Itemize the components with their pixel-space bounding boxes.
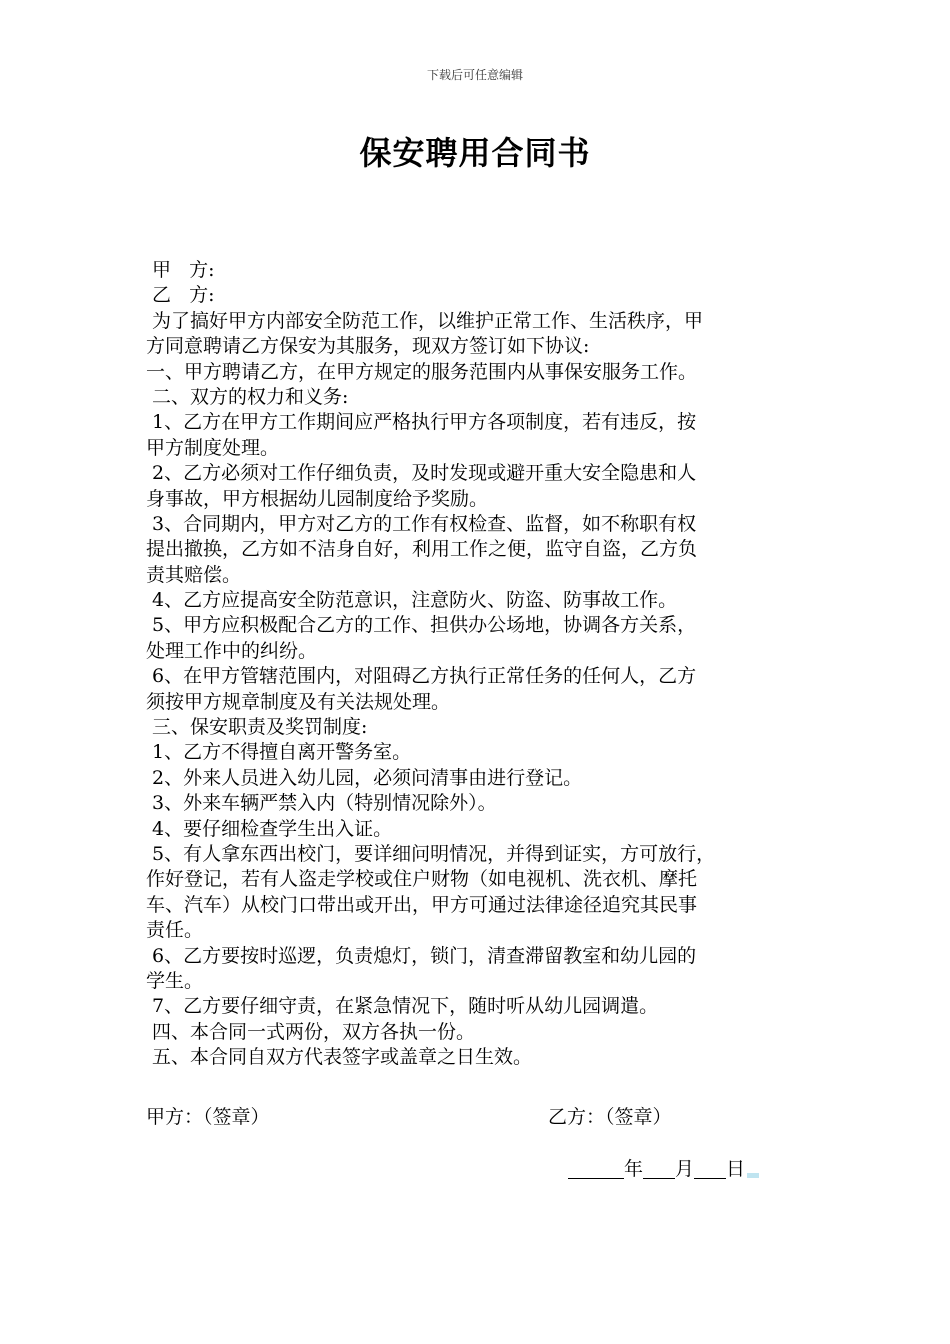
- body-line: 须按甲方规章制度及有关法规处理。: [146, 690, 451, 713]
- document-title: 保安聘用合同书: [359, 134, 591, 172]
- body-line: 1、乙方在甲方工作期间应严格执行甲方各项制度，若有违反，按: [146, 411, 697, 434]
- body-line: 2、乙方必须对工作仔细负责，及时发现或避开重大安全隐患和人: [146, 462, 697, 485]
- body-line: 1、乙方不得擅自离开警务室。: [146, 741, 412, 764]
- day-label: 日: [726, 1158, 746, 1180]
- body-line: 6、在甲方管辖范围内，对阻碍乙方执行正常任务的任何人，乙方: [146, 665, 697, 688]
- body-line: 3、外来车辆严禁入内（特别情况除外）。: [146, 792, 497, 815]
- body-line: 责任。: [146, 919, 204, 942]
- party-a-signature: 甲方：（签章）: [146, 1106, 270, 1128]
- body-line: 甲方制度处理。: [146, 436, 280, 459]
- body-line: 2、外来人员进入幼儿园，必须问清事由进行登记。: [146, 766, 583, 789]
- body-line: 二、双方的权力和义务:: [146, 385, 349, 408]
- body-line: 三、保安职责及奖罚制度:: [146, 716, 368, 739]
- body-line: 提出撤换，乙方如不洁身自好，利用工作之便，监守自盗，乙方负: [146, 538, 698, 561]
- body-line: 5、有人拿东西出校门，要详细问明情况，并得到证实，方可放行，: [146, 842, 716, 865]
- body-line: 五、本合同自双方代表签字或盖章之日生效。: [146, 1046, 533, 1069]
- body-line: 为了搞好甲方内部安全防范工作，以维护正常工作、生活秩序，甲: [146, 309, 704, 332]
- party-b-signature: 乙方：（签章）: [548, 1106, 672, 1128]
- body-line: 车、汽车）从校门口带出或开出，甲方可通过法律途径追究其民事: [146, 893, 698, 916]
- body-line: 7、乙方要仔细守责，在紧急情况下，随时听从幼儿园调遣。: [146, 995, 659, 1018]
- body-line: 4、要仔细检查学生出入证。: [146, 817, 393, 840]
- body-line: 身事故，甲方根据幼儿园制度给予奖励。: [146, 487, 489, 510]
- day-blank: [694, 1158, 726, 1179]
- body-line: 6、乙方要按时巡逻，负责熄灯，锁门，清查滞留教室和幼儿园的: [146, 944, 697, 967]
- month-blank: [643, 1158, 675, 1179]
- body-line: 一、甲方聘请乙方，在甲方规定的服务范围内从事保安服务工作。: [146, 360, 698, 383]
- body-line: 学生。: [146, 969, 204, 992]
- body-line: 5、甲方应积极配合乙方的工作、担供办公场地，协调各方关系，: [146, 614, 697, 637]
- body-line: 责其赔偿。: [146, 563, 242, 586]
- year-blank: [568, 1158, 624, 1179]
- body-line: 作好登记，若有人盗走学校或住户财物（如电视机、洗衣机、摩托: [146, 868, 698, 891]
- body-line: 乙 方:: [146, 284, 215, 307]
- body-line: 四、本合同一式两份，双方各执一份。: [146, 1020, 476, 1043]
- month-label: 月: [675, 1158, 695, 1180]
- body-line: 3、合同期内，甲方对乙方的工作有权检查、监督，如不称职有权: [146, 512, 697, 535]
- body-line: 处理工作中的纠纷。: [146, 639, 318, 662]
- year-label: 年: [624, 1158, 644, 1180]
- highlight-marker: [747, 1173, 759, 1178]
- header-note: 下载后可任意编辑: [426, 68, 523, 82]
- contract-body: [146, 258, 816, 1071]
- body-line: 方同意聘请乙方保安为其服务，现双方签订如下协议:: [146, 335, 590, 358]
- body-line: 4、乙方应提高安全防范意识，注意防火、防盗、防事故工作。: [146, 589, 678, 612]
- date-line: [568, 1154, 759, 1181]
- body-line: 甲 方:: [146, 259, 215, 281]
